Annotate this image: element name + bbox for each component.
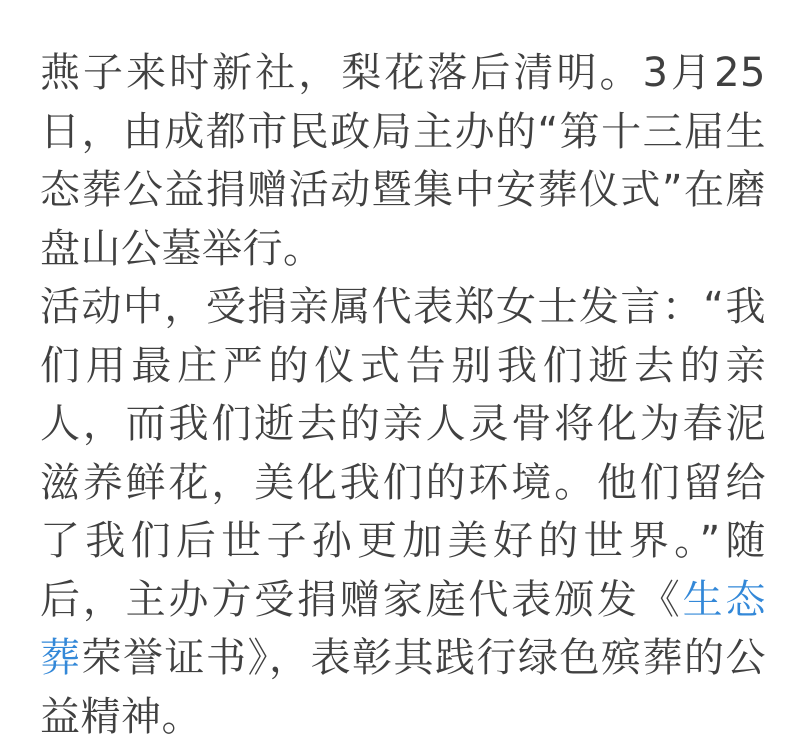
paragraph-1: 燕子来时新社，梨花落后清明。3月25日，由成都市民政局主办的“第十三届生态葬公益捐赠活动暨集中安葬仪式”在磨盘山公墓举行。: [40, 50, 766, 272]
paragraph-2-text-after-link: 荣誉证书》，表彰其践行绿色殡葬的公益精神。: [40, 635, 766, 740]
paragraph-2: [40, 278, 766, 746]
paragraph-2-text-before-link: 活动中，受捐亲属代表郑女士发言：“我们用最庄严的仪式告别我们逝去的亲人，而我们逝去的亲人灵骨将化为春泥滋养鲜花，美化我们的环境。他们留给了我们后世子孙更加美好的世界。”随后，主办方受捐赠家庭代表颁发《: [40, 284, 766, 623]
ecological-burial-link[interactable]: 生态葬: [40, 576, 766, 681]
